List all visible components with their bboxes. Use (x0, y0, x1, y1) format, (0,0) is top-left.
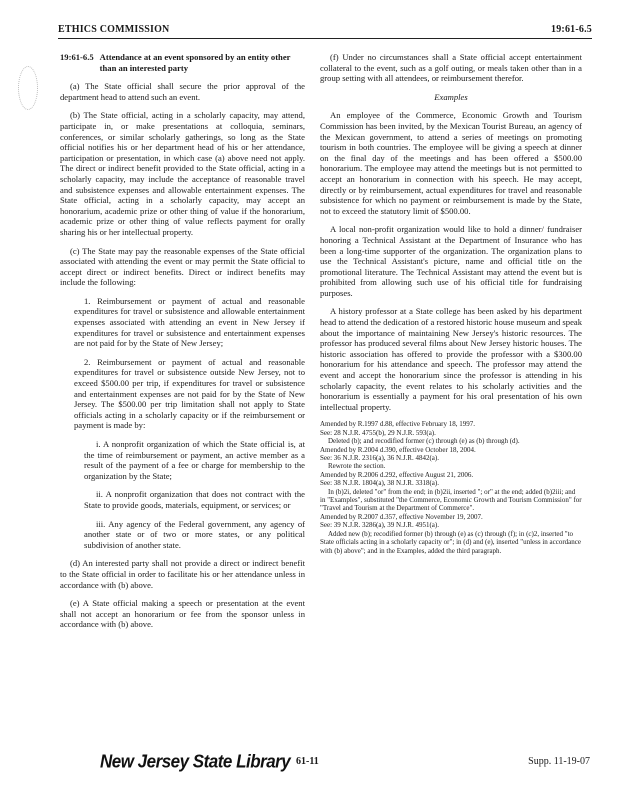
history-line: See: 36 N.J.R. 2316(a), 36 N.J.R. 4842(a). (320, 454, 439, 463)
history-line: Amended by R.1997 d.88, effective February 18, 1997. (320, 420, 476, 429)
supplement-date: Supp. 11-19-07 (528, 756, 590, 767)
history-line: See: 28 N.J.R. 4755(b), 29 N.J.R. 593(a). (320, 428, 436, 437)
section-number: 19:61-6.5 (60, 52, 94, 62)
section-title: Attendance at an event sponsored by an entity other than an interested party (99, 52, 291, 73)
subitem-ii: ii. A nonprofit organization that does not contract with the State to provide goods, materials, equipment, or services; or (84, 489, 305, 510)
history-line: Rewrote the section. (328, 462, 386, 471)
history-line: Amended by R.2004 d.390, effective October 18, 2004. (320, 445, 476, 454)
history-line: Amended by R.2007 d.357, effective November 19, 2007. (320, 512, 483, 521)
paragraph-a: (a) The State official shall secure the prior approval of the department head to attend such an event. (60, 81, 305, 102)
history-line: See: 38 N.J.R. 1804(a), 38 N.J.R. 3318(a). (320, 479, 439, 488)
section-heading (60, 52, 305, 73)
paragraph-e: (e) A State official making a speech or presentation at the event shall not accept an honorarium or fee from the sponsor unless in accordance with (b) above. (60, 598, 305, 630)
paragraph-b: (b) The State official, acting in a scholarly capacity, may attend, participate in, or make presentations at colloquia, seminars, conferences, or similar scholarly gatherings, so long as the State official notifies his or her department head of his or her attendance, participation or presentation, in which case (a) above need not apply. The direct or indirect benefit provided to the State official, acting in a scholarly capacity, may include the acceptance of reasonable travel and subsistence expenses and allowable entertainment expenses. The State official, acting in a scholarly capacity, may accept an honorarium, academic prize or other thing of value if the honorarium, academic prize or other thing of value reflects payment for orally sharing his or her intellectual property. (60, 110, 305, 237)
history-line: Added new (b); recodified former (b) through (e) as (c) through (f); in (c)2, inserted "to State officials acting in a scholarly capacity or"; in (d) and (e), inserted "unless in accordance with (b) above"; and in the Examples, added the third paragraph. (320, 529, 581, 555)
paragraph-c: (c) The State may pay the reasonable expenses of the State official associated with attending the event or may permit the State official to accept direct or indirect benefits. Direct or indirect benefits may include the following: (60, 245, 305, 288)
left-column (60, 52, 305, 638)
item-2: 2. Reimbursement or payment of actual and reasonable expenditures for travel or subsistence outside New Jersey, not to exceed $500.00 per trip, if expenditures for travel or subsistence and entertainment expenses are not paid for by the State of New Jersey. The $500.00 per trip limitation shall not apply to State officials acting in a scholarly capacity or if the reimbursement or payment is made by: (74, 356, 305, 431)
header-title: ETHICS COMMISSION (58, 24, 170, 35)
paragraph-f: (f) Under no circumstances shall a State official accept entertainment collateral to the event, such as a golf outing, or meals taken other than in a group setting with all attendees, or reimbursement therefor. (320, 52, 582, 84)
page-footer (0, 752, 620, 776)
item-1: 1. Reimbursement or payment of actual and reasonable expenditures for travel or subsistence and allowable entertainment expenses associated with attending an event in New Jersey if expenditures for travel or subsistence and entertainment expenses are not paid for by the State of New Jersey; (74, 295, 305, 349)
page-number: 61-11 (296, 756, 319, 767)
history-line: Amended by R.2006 d.292, effective August 21, 2006. (320, 470, 474, 479)
running-header (58, 22, 592, 39)
subitem-i: i. A nonprofit organization of which the State official is, at the time of reimbursement or payment, an active member as a result of the payment of a fee or charge for membership to the organization by the State; (84, 439, 305, 481)
example-1: An employee of the Commerce, Economic Growth and Tourism Commission has been invited, by the Mexican Tourist Bureau, an agency of the Mexican government, to attend a series of meetings on promoting tourism in both countries. The employee will be giving a speech at dinner on the final day of the meetings and has been offered a $500.00 honorarium. The employee may attend the meetings but is not permitted to accept an honorarium in connection with his speech. He may accept, directly or by reimbursement, actual expenditures for travel and reasonable subsistence for which no payment or reimbursement is made by the State, not to exceed the statutory limit of $500.00. (320, 110, 582, 216)
header-section-number: 19:61-6.5 (551, 24, 592, 35)
right-column (320, 52, 582, 555)
subitem-iii: iii. Any agency of the Federal government, any agency of another state or of two or more states, or any political subdivision of another state. (84, 518, 305, 550)
example-2: A local non-profit organization would like to hold a dinner/ fundraiser honoring a Technical Assistant at the Department of Insurance who has been a long-time supporter of the organization. The organization plans to use the Technical Assistant's picture, name and official title on the promotional literature. The Technical Assistant may attend the event but is prohibited from allowing such use of his official title for fundraising purposes. (320, 224, 582, 298)
history-line: In (b)2i, deleted "or" from the end; in (b)2ii, inserted "; or" at the end; added (b)2iii; and in "Examples", substituted "the Commerce, Economic Growth and Tourism Commission" for "Travel and Tourism at the Department of Commerce". (320, 487, 582, 513)
examples-heading: Examples (434, 91, 468, 102)
history-line: Deleted (b); and recodified former (c) through (e) as (b) through (d). (328, 437, 520, 446)
history-line: See: 39 N.J.R. 3286(a), 39 N.J.R. 4951(a). (320, 521, 439, 530)
scan-mark (18, 66, 38, 110)
example-3: A history professor at a State college has been asked by his department head to attend the dedication of a restored historic house museum and speak about the importance of maintaining New Jersey's historic resources. The professor has produced several films about New Jersey historic houses. The historic association has offered to provide the professor with a $300.00 honorarium for his attendance and speech. The professor may attend the event and accept the honorarium since the professor is attending in his scholarly capacity, the event relates to his scholarly activities and the honorarium is essentially a payment for his oral presentation of his own intellectual property. (320, 306, 582, 412)
history-notes (320, 420, 582, 555)
library-stamp: New Jersey State Library (100, 751, 291, 772)
paragraph-d: (d) An interested party shall not provide a direct or indirect benefit to the State official in order to facilitate his or her attendance unless in accordance with (b) above. (60, 558, 305, 590)
